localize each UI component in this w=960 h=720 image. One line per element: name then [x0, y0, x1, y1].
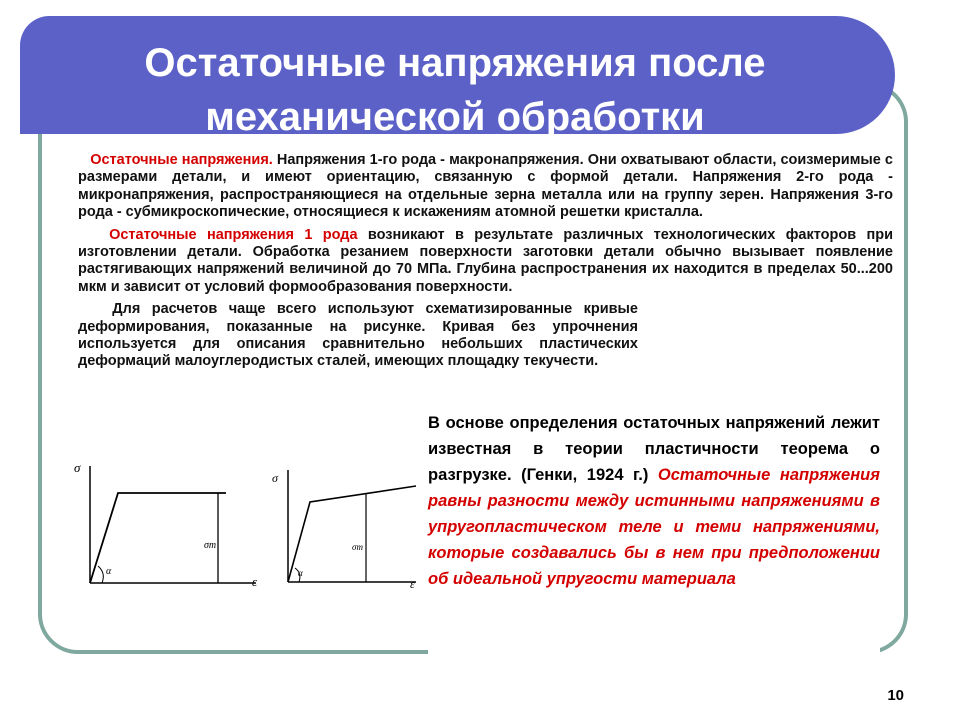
- title-line-1: Остаточные напряжения после: [144, 41, 766, 85]
- stress-strain-graph-ideal: [66, 448, 266, 618]
- term-first-kind: Остаточные напряжения 1 рода: [109, 226, 358, 243]
- body-text: [78, 152, 893, 376]
- alpha-label: α: [298, 568, 303, 578]
- epsilon-label: ε: [410, 577, 415, 591]
- sigma-label: σ: [272, 471, 278, 485]
- sigma-label: σ: [74, 460, 81, 475]
- paragraph-3-text: Для расчетов чаще всего используют схематизированные кривые деформирования, показанные на рисунке. Кривая без упрочнения используется для описания сравнительно небольших пластических деформаций малоуглеродистых сталей, имеющих площадку текучести.: [78, 301, 638, 370]
- title-banner: [20, 16, 895, 139]
- theorem-callout: [428, 410, 880, 665]
- epsilon-label: ε: [252, 574, 258, 589]
- paragraph-3: [78, 301, 638, 371]
- slide-title: [40, 36, 870, 144]
- sigma-t-label: σт: [204, 540, 217, 551]
- paragraph-2-text: возникают в результате различных технологических факторов при изготовлении детали. Обработка резанием поверхности заготовки детали обычно вызывает появление растягивающих напряжений величиной до 70 МПа. Глубина распространения их находится в пределах 50...200 мкм и зависит от условий формообразования поверхности.: [78, 226, 893, 295]
- theorem-text: В основе определения остаточных напряжений лежит известная в теории пластичности теорема о разгрузке. (Генки, 1924 г.): [428, 414, 880, 484]
- paragraph-1: [78, 152, 893, 222]
- alpha-label: α: [106, 566, 112, 577]
- title-line-2: механической обработки: [205, 95, 705, 139]
- paragraph-1-text: Напряжения 1-го рода - макронапряжения. Они охватывают области, соизмеримые с размерами детали, и имеют ориентацию, связанную с формой детали. Напряжения 2-го рода - микронапряжения, распространяющиеся на отдельные зерна металла или на группу зерен. Напряжения 3-го рода - субмикроскопические, относящиеся к искажениям атомной решетки кристалла.: [78, 152, 893, 221]
- term-residual-stresses: Остаточные напряжения.: [90, 152, 273, 168]
- stress-strain-graph-hardening: [268, 462, 423, 622]
- page-number: 10: [887, 687, 904, 704]
- title-underline: [82, 144, 870, 148]
- paragraph-2: [78, 227, 893, 297]
- sigma-t-label: σт: [352, 542, 363, 552]
- theorem-definition: Остаточные напряжения равны разности между истинными напряжениями в упругопластическом теле и теми напряжениями, которые создавались бы в нем при предположении об идеальной упругости материала: [428, 466, 880, 588]
